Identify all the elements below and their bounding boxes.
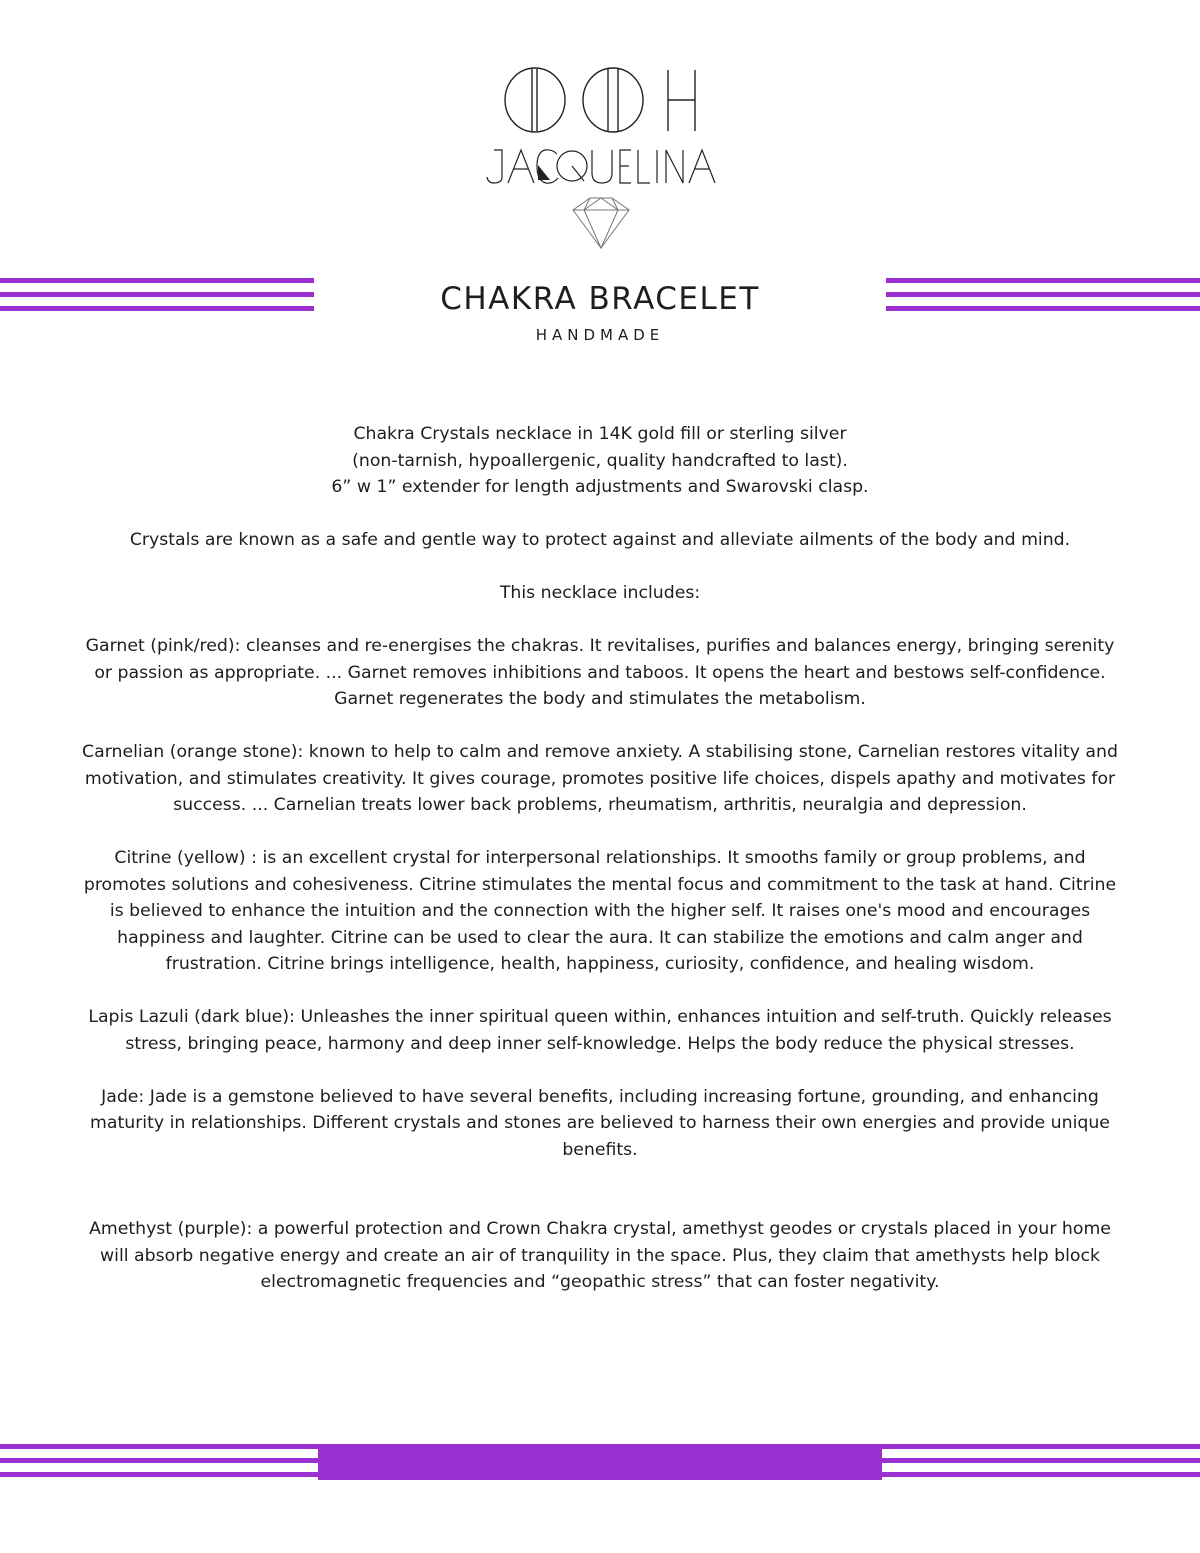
brand-logo: [480, 60, 720, 255]
intro-paragraph: [78, 421, 1122, 501]
bottom-left-stripes: [0, 1444, 318, 1486]
intro-line: Chakra Crystals necklace in 14K gold fill or sterling silver: [353, 424, 847, 444]
bottom-center-bar: [318, 1444, 882, 1480]
bottom-right-stripes: [882, 1444, 1200, 1486]
page-title: CHAKRA BRACELET: [440, 281, 760, 317]
intro-line: 6” w 1” extender for length adjustments and Swarovski clasp.: [331, 477, 869, 497]
citrine-paragraph: Citrine (yellow) : is an excellent crystal for interpersonal relationships. It smooths family or group problems, and promotes solutions and cohesiveness. Citrine stimulates the mental focus and commitment to the task at hand. Citrine is believed to enhance the intuition and the connection with the higher self. It raises one's mood and encourages happiness and laughter. Citrine can be used to clear the aura. It can stabilize the emotions and calm anger and frustration. Citrine brings intelligence, health, happiness, curiosity, confidence, and healing wisdom.: [83, 848, 1117, 974]
description-body: [78, 421, 1122, 1322]
amethyst-paragraph: Amethyst (purple): a powerful protection and Crown Chakra crystal, amethyst geodes or crystals placed in your home will absorb negative energy and create an air of tranquility in the space. Plus, they claim that amethysts help block electromagnetic frequencies and “geopathic stress” that can foster negativity.: [89, 1219, 1111, 1292]
lapis-paragraph: Lapis Lazuli (dark blue): Unleashes the inner spiritual queen within, enhances intuition and self-truth. Quickly releases stress, bringing peace, harmony and deep inner self-knowledge. Helps the body reduce the physical stresses.: [88, 1007, 1112, 1054]
crystals-paragraph: Crystals are known as a safe and gentle way to protect against and alleviate ailments of the body and mind.: [129, 530, 1071, 550]
intro-line: (non-tarnish, hypoallergenic, quality handcrafted to last).: [352, 450, 848, 471]
page-subtitle: HANDMADE: [535, 326, 665, 344]
jade-paragraph: Jade: Jade is a gemstone believed to have several benefits, including increasing fortune, grounding, and enhancing maturity in relationships. Different crystals and stones are believed to harness their own energies and provide unique benefits.: [90, 1086, 1110, 1160]
carnelian-paragraph: Carnelian (orange stone): known to help to calm and remove anxiety. A stabilising stone, Carnelian restores vitality and motivation, and stimulates creativity. It gives courage, promotes positive life choices, dispels apathy and motivates for success. ... Carnelian treats lower back problems, rheumatism, arthritis, neuralgia and depression.: [82, 742, 1118, 815]
includes-heading: This necklace includes:: [499, 583, 701, 603]
garnet-paragraph: Garnet (pink/red): cleanses and re-energises the chakras. It revitalises, purifies and balances energy, bringing serenity or passion as appropriate. ... Garnet removes inhibitions and taboos. It opens the heart and bestows self-confidence. Garnet regenerates the body and stimulates the metabolism.: [85, 636, 1115, 709]
